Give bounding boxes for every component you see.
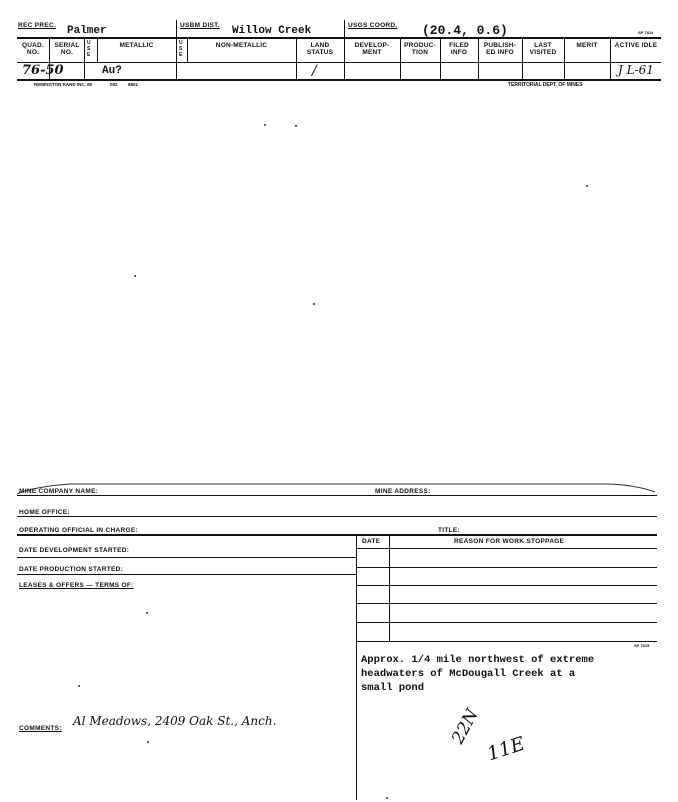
operating-official-label: OPERATING OFFICIAL IN CHARGE: — [19, 527, 138, 534]
dev-started-line — [17, 557, 356, 558]
col-published-info: PUBLISH- ED INFO — [483, 42, 517, 56]
col-divider — [176, 38, 177, 80]
land-status-value: / — [312, 63, 317, 79]
right-table-row — [356, 622, 657, 623]
date-col-divider — [389, 534, 390, 642]
col-quad-no: QUAD. NO. — [22, 42, 44, 56]
scan-speck — [147, 741, 149, 743]
rec-prec-value: Palmer — [67, 25, 107, 37]
handwritten-range: 11E — [484, 732, 528, 766]
scan-speck — [264, 124, 266, 126]
form-number-top: SP 7814 — [638, 30, 654, 35]
comments-value: Al Meadows, 2409 Oak St., Anch. — [73, 714, 277, 728]
printer-code-2: 8801 — [128, 82, 139, 87]
col-divider — [440, 38, 441, 80]
col-divider — [478, 38, 479, 80]
mine-company-label: MINE COMPANY NAME: — [19, 488, 99, 495]
scan-speck — [586, 185, 588, 187]
col-merit: MERIT — [576, 42, 598, 49]
col-land-status: LAND STATUS — [306, 42, 334, 56]
scan-speck — [386, 797, 388, 799]
col-divider — [97, 38, 98, 62]
date-production-label: DATE PRODUCTION STARTED: — [19, 566, 124, 573]
metallic-value: Au? — [102, 65, 122, 77]
col-metallic: METALLIC — [119, 42, 154, 49]
col-divider — [84, 38, 85, 80]
col-use-metallic: U S E — [87, 40, 91, 58]
territorial-label: TERRITORIAL DEPT. OF MINES — [508, 82, 583, 88]
scan-speck — [134, 275, 136, 277]
col-divider — [610, 38, 611, 80]
scan-speck — [146, 612, 148, 614]
date-development-label: DATE DEVELOPMENT STARTED: — [19, 547, 130, 554]
col-active-idle: ACTIVE IDLE — [614, 42, 658, 49]
col-divider — [296, 38, 297, 80]
col-use-nonmetallic: U S E — [179, 40, 183, 58]
mine-address-label: MINE ADDRESS: — [375, 488, 431, 495]
prod-started-line — [17, 574, 356, 575]
col-filed-info: FILED INFO — [449, 42, 469, 56]
right-table-row — [356, 585, 657, 586]
top-row-divider-1 — [176, 20, 177, 37]
home-office-line — [17, 516, 657, 517]
quad-no-value: 76-50 — [22, 63, 64, 78]
usgs-coord-label: USGS COORD. — [348, 22, 398, 29]
active-idle-value: J L-61 — [618, 63, 654, 77]
handwritten-township: 22N — [448, 705, 483, 748]
leases-label: LEASES & OFFERS — TERMS OF: — [19, 582, 134, 589]
location-line-1: Approx. 1/4 mile northwest of extreme — [361, 654, 595, 666]
date-col-header: DATE — [362, 538, 381, 545]
usbm-dist-label: USBM DIST. — [180, 22, 220, 29]
usbm-dist-value: Willow Creek — [232, 25, 312, 37]
col-production: PRODUC- TION — [404, 42, 436, 56]
col-divider — [187, 38, 188, 62]
col-divider — [564, 38, 565, 80]
col-serial-no: SERIAL NO. — [54, 42, 80, 56]
rec-prec-label: REC PREC. — [18, 22, 57, 29]
comments-label: COMMENTS: — [19, 725, 62, 732]
right-table-row — [356, 603, 657, 604]
printer-code-1: 082 — [110, 82, 118, 87]
location-line-2: headwaters of McDougall Creek at a — [361, 668, 576, 680]
right-table-row — [356, 567, 657, 568]
usgs-coord-value: (20.4, 0.6) — [422, 23, 508, 38]
official-line — [17, 534, 657, 536]
col-nonmetallic: NON-METALLIC — [215, 42, 268, 49]
right-table-header-line — [356, 548, 657, 549]
col-development: DEVELOP- MENT — [354, 42, 390, 56]
scan-speck — [313, 303, 315, 305]
scan-speck — [295, 125, 297, 127]
right-table-row — [356, 641, 657, 642]
top-row-divider-2 — [344, 20, 345, 37]
home-office-label: HOME OFFICE: — [19, 509, 70, 516]
title-label: TITLE: — [438, 527, 461, 534]
col-divider — [400, 38, 401, 80]
location-line-3: small pond — [361, 682, 425, 694]
company-row-line — [17, 495, 657, 496]
scan-speck — [78, 685, 80, 687]
col-divider — [344, 38, 345, 80]
right-table-left-border — [356, 534, 357, 800]
col-last-visited: LAST VISITED — [529, 42, 557, 56]
form-number-lower: SP 7815 — [634, 643, 650, 648]
col-divider — [522, 38, 523, 80]
reason-col-header: REASON FOR WORK STOPPAGE — [454, 538, 565, 545]
printer-line: REMINGTON RAND INC. 80 — [34, 82, 93, 87]
data-row-bottom — [17, 79, 661, 81]
